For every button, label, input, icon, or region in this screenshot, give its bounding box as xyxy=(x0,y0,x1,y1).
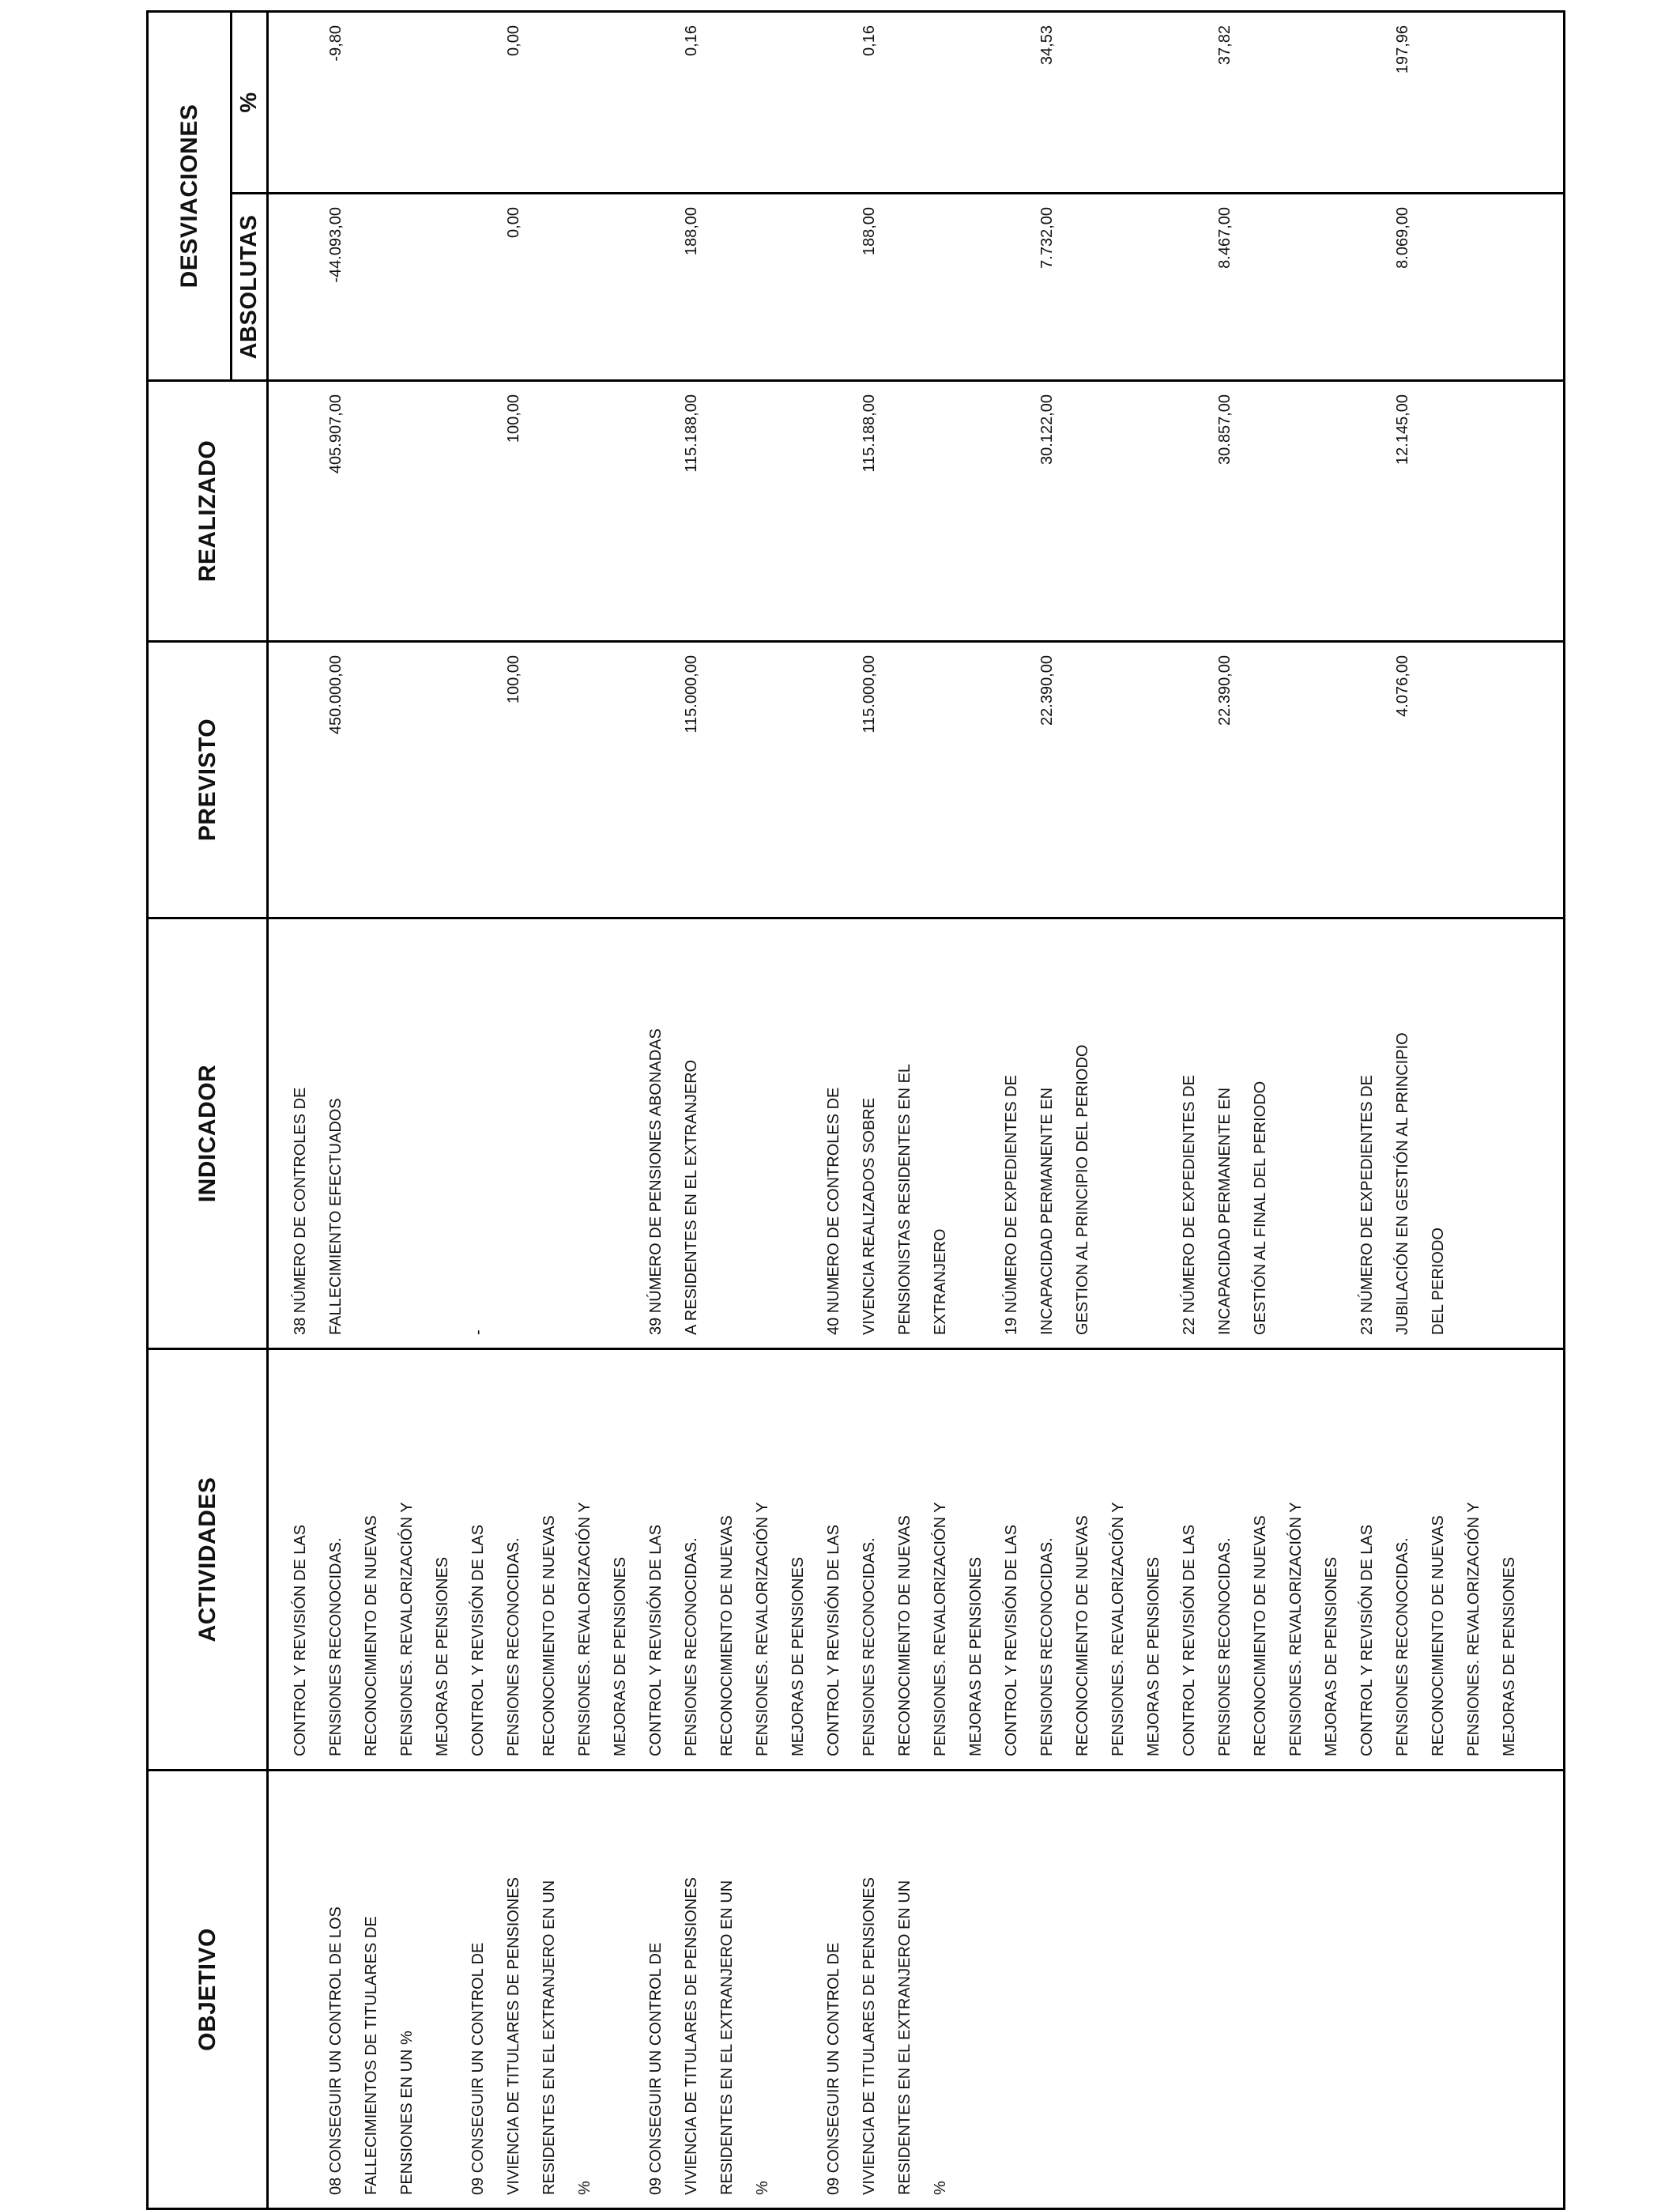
previsto-value: 450.000,00 xyxy=(327,655,345,735)
realizado-value: 100,00 xyxy=(505,394,522,443)
header-absolutas: ABSOLUTAS xyxy=(232,194,268,381)
indicador-column xyxy=(268,918,1565,1349)
absolutas-column xyxy=(268,194,1565,381)
absolutas-value: 0,00 xyxy=(505,207,522,238)
porcentaje-value: 34,53 xyxy=(1038,25,1056,66)
header-actividades: ACTIVIDADES xyxy=(148,1349,268,1771)
objetivo-block: 09 CONSEGUIR UN CONTROL DE VIVIENCIA DE TITULARES DE PENSIONES RESIDENTES EN EL EXTRANJERO EN UN % xyxy=(469,1877,593,2195)
header-previsto: PREVISTO xyxy=(148,642,268,918)
actividades-column xyxy=(268,1349,1565,1771)
absolutas-value: 188,00 xyxy=(683,207,700,256)
indicador-block: 38 NÚMERO DE CONTROLES DE FALLECIMIENTO EFECTUADOS xyxy=(292,1087,345,1335)
previsto-column xyxy=(268,642,1565,918)
header-indicador: INDICADOR xyxy=(148,918,268,1349)
realizado-value: 115.188,00 xyxy=(683,394,700,473)
objetivo-column xyxy=(268,1771,1565,2209)
previsto-value: 100,00 xyxy=(505,655,522,704)
previsto-value: 4.076,00 xyxy=(1394,655,1411,717)
absolutas-value: 8.467,00 xyxy=(1216,207,1234,269)
actividad-block: CONTROL Y REVISIÓN DE LAS PENSIONES RECONOCIDAS. RECONOCIMIENTO DE NUEVAS PENSIONES. REVALORIZACIÓN Y MEJORAS DE PENSIONES xyxy=(1181,1502,1340,1756)
header-objetivo: OBJETIVO xyxy=(148,1771,268,2209)
actividad-block: CONTROL Y REVISIÓN DE LAS PENSIONES RECONOCIDAS. RECONOCIMIENTO DE NUEVAS PENSIONES. REVALORIZACIÓN Y MEJORAS DE PENSIONES xyxy=(825,1502,985,1756)
realizado-value: 30.857,00 xyxy=(1216,394,1234,465)
previsto-value: 115.000,00 xyxy=(683,655,700,734)
indicador-block: 23 NÚMERO DE EXPEDIENTES DE JUBILACIÓN EN GESTIÓN AL PRINCIPIO DEL PERIODO xyxy=(1358,1032,1447,1335)
porcentaje-value: 0,16 xyxy=(861,25,878,56)
absolutas-value: 188,00 xyxy=(861,207,878,256)
objetivo-block: 09 CONSEGUIR UN CONTROL DE VIVIENCIA DE TITULARES DE PENSIONES RESIDENTES EN EL EXTRANJERO EN UN % xyxy=(825,1877,949,2195)
previsto-value: 115.000,00 xyxy=(861,655,878,734)
previsto-value: 22.390,00 xyxy=(1216,655,1234,726)
rotated-report-page xyxy=(146,13,1527,2210)
porcentaje-value: -9,80 xyxy=(327,25,345,62)
indicador-block: - xyxy=(469,1329,487,1335)
previsto-value: 22.390,00 xyxy=(1038,655,1056,726)
actividad-block: CONTROL Y REVISIÓN DE LAS PENSIONES RECONOCIDAS. RECONOCIMIENTO DE NUEVAS PENSIONES. REVALORIZACIÓN Y MEJORAS DE PENSIONES xyxy=(292,1502,451,1756)
porcentaje-value: 197,96 xyxy=(1394,25,1411,74)
absolutas-value: 7.732,00 xyxy=(1038,207,1056,269)
indicador-block: 19 NÚMERO DE EXPEDIENTES DE INCAPACIDAD PERMANENTE EN GESTION AL PRINCIPIO DEL PERIODO xyxy=(1003,1044,1091,1335)
header-porcentaje: % xyxy=(232,12,268,194)
actividad-block: CONTROL Y REVISIÓN DE LAS PENSIONES RECONOCIDAS. RECONOCIMIENTO DE NUEVAS PENSIONES. REVALORIZACIÓN Y MEJORAS DE PENSIONES xyxy=(469,1502,629,1756)
realizado-value: 30.122,00 xyxy=(1038,394,1056,465)
actividad-block: CONTROL Y REVISIÓN DE LAS PENSIONES RECONOCIDAS. RECONOCIMIENTO DE NUEVAS PENSIONES. REVALORIZACIÓN Y MEJORAS DE PENSIONES xyxy=(647,1502,807,1756)
realizado-value: 405.907,00 xyxy=(327,394,345,474)
porcentaje-value: 0,16 xyxy=(683,25,700,56)
actividad-block: CONTROL Y REVISIÓN DE LAS PENSIONES RECONOCIDAS. RECONOCIMIENTO DE NUEVAS PENSIONES. REVALORIZACIÓN Y MEJORAS DE PENSIONES xyxy=(1358,1502,1518,1756)
objectives-table xyxy=(146,10,1565,2210)
realizado-value: 12.145,00 xyxy=(1394,394,1411,465)
objetivo-block: 08 CONSEGUIR UN CONTROL DE LOS FALLECIMIENTOS DE TITULARES DE PENSIONES EN UN % xyxy=(327,1906,416,2195)
realizado-value: 115.188,00 xyxy=(861,394,878,473)
indicador-block: 22 NÚMERO DE EXPEDIENTES DE INCAPACIDAD PERMANENTE EN GESTIÓN AL FINAL DEL PERIODO xyxy=(1181,1075,1269,1335)
porcentaje-value: 37,82 xyxy=(1216,25,1234,66)
objetivo-block: 09 CONSEGUIR UN CONTROL DE VIVIENCIA DE TITULARES DE PENSIONES RESIDENTES EN EL EXTRANJERO EN UN % xyxy=(647,1877,771,2195)
header-desviaciones: DESVIACIONES xyxy=(148,12,232,381)
porcentaje-column xyxy=(268,12,1565,194)
porcentaje-value: 0,00 xyxy=(505,25,522,56)
indicador-block: 40 NUMERO DE CONTROLES DE VIVENCIA REALIZADOS SOBRE PENSIONISTAS RESIDENTES EN EL EXTRANJERO xyxy=(825,1063,949,1335)
absolutas-value: -44.093,00 xyxy=(327,207,345,283)
indicador-block: 39 NÚMERO DE PENSIONES ABONADAS A RESIDENTES EN EL EXTRANJERO xyxy=(647,1028,700,1335)
realizado-column xyxy=(268,381,1565,642)
header-realizado: REALIZADO xyxy=(148,381,268,642)
actividad-block: CONTROL Y REVISIÓN DE LAS PENSIONES RECONOCIDAS. RECONOCIMIENTO DE NUEVAS PENSIONES. REVALORIZACIÓN Y MEJORAS DE PENSIONES xyxy=(1003,1502,1162,1756)
absolutas-value: 8.069,00 xyxy=(1394,207,1411,269)
